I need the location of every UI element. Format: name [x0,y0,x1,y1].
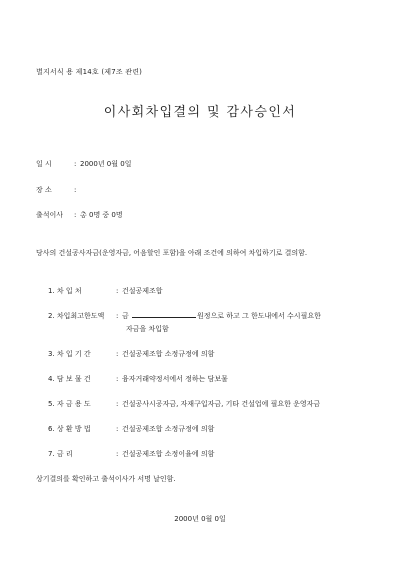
term-value-prefix: 금 [122,312,129,320]
term-colon: : [116,350,119,358]
place-colon: : [74,186,77,194]
closing-statement: 상기결의를 확인하고 출석이사가 서명 날인함. [36,475,176,483]
form-reference: 별지서식 용 제14호 (제7조 관련) [36,68,143,76]
term-value: 건설공제조합 소정규정에 의함 [122,350,215,358]
term-colon: : [116,375,119,383]
signature-date: 2000년 0월 0일 [174,515,226,523]
term-colon: : [116,450,119,458]
attendance-label: 출석이사 [36,211,64,219]
term-lender [48,286,163,296]
term-limit-continuation: 자금을 차입함 [126,325,169,333]
term-colon: : [116,425,119,433]
meta-place-row [36,185,80,195]
document-title: 이사회차입결의 및 감사승인서 [103,105,297,120]
term-value: 건설공제조합 소정이율에 의함 [122,450,215,458]
term-colon: : [116,400,119,408]
term-label: 2. 차입최고한도액 [48,312,105,320]
term-label: 4. 담 보 물 건 [48,375,91,383]
term-colon: : [116,287,119,295]
term-period [48,349,214,359]
term-value: 건설공제조합 소정규정에 의함 [122,425,215,433]
term-label: 3. 차 입 기 간 [48,350,91,358]
term-label: 6. 상 환 방 법 [48,425,91,433]
term-collateral [48,374,228,384]
attendance-colon: : [74,211,77,219]
meta-date-row [36,159,131,169]
date-label: 일 시 [36,160,52,168]
term-value: 융자거래약정서에서 정하는 담보물 [122,375,228,383]
date-value: 2000년 0월 0일 [80,160,132,168]
term-label: 1. 차 입 처 [48,287,82,295]
resolution-intro: 당사의 건설공사자금(운영자금, 어음할인 포함)을 아래 조건에 의하여 차입하기로 결의함. [36,249,308,257]
term-label: 7. 금 리 [48,450,73,458]
term-interest [48,449,214,459]
term-value: 건설공사시공자금, 자재구입자금, 기타 건설업에 필요한 운영자금 [122,400,321,408]
term-limit [48,311,321,321]
term-label: 5. 자 금 용 도 [48,400,91,408]
term-colon: : [116,312,119,320]
term-repayment [48,424,214,434]
meta-attendance-row [36,210,123,220]
date-colon: : [74,160,77,168]
term-fund-use [48,399,320,409]
amount-blank-line [132,311,196,318]
attendance-value: 총 0명 중 0명 [80,211,123,219]
term-value: 건설공제조합 [122,287,163,295]
term-value-suffix: 원정으로 하고 그 한도내에서 수시필요한 [197,312,321,320]
place-label: 장 소 [36,186,52,194]
